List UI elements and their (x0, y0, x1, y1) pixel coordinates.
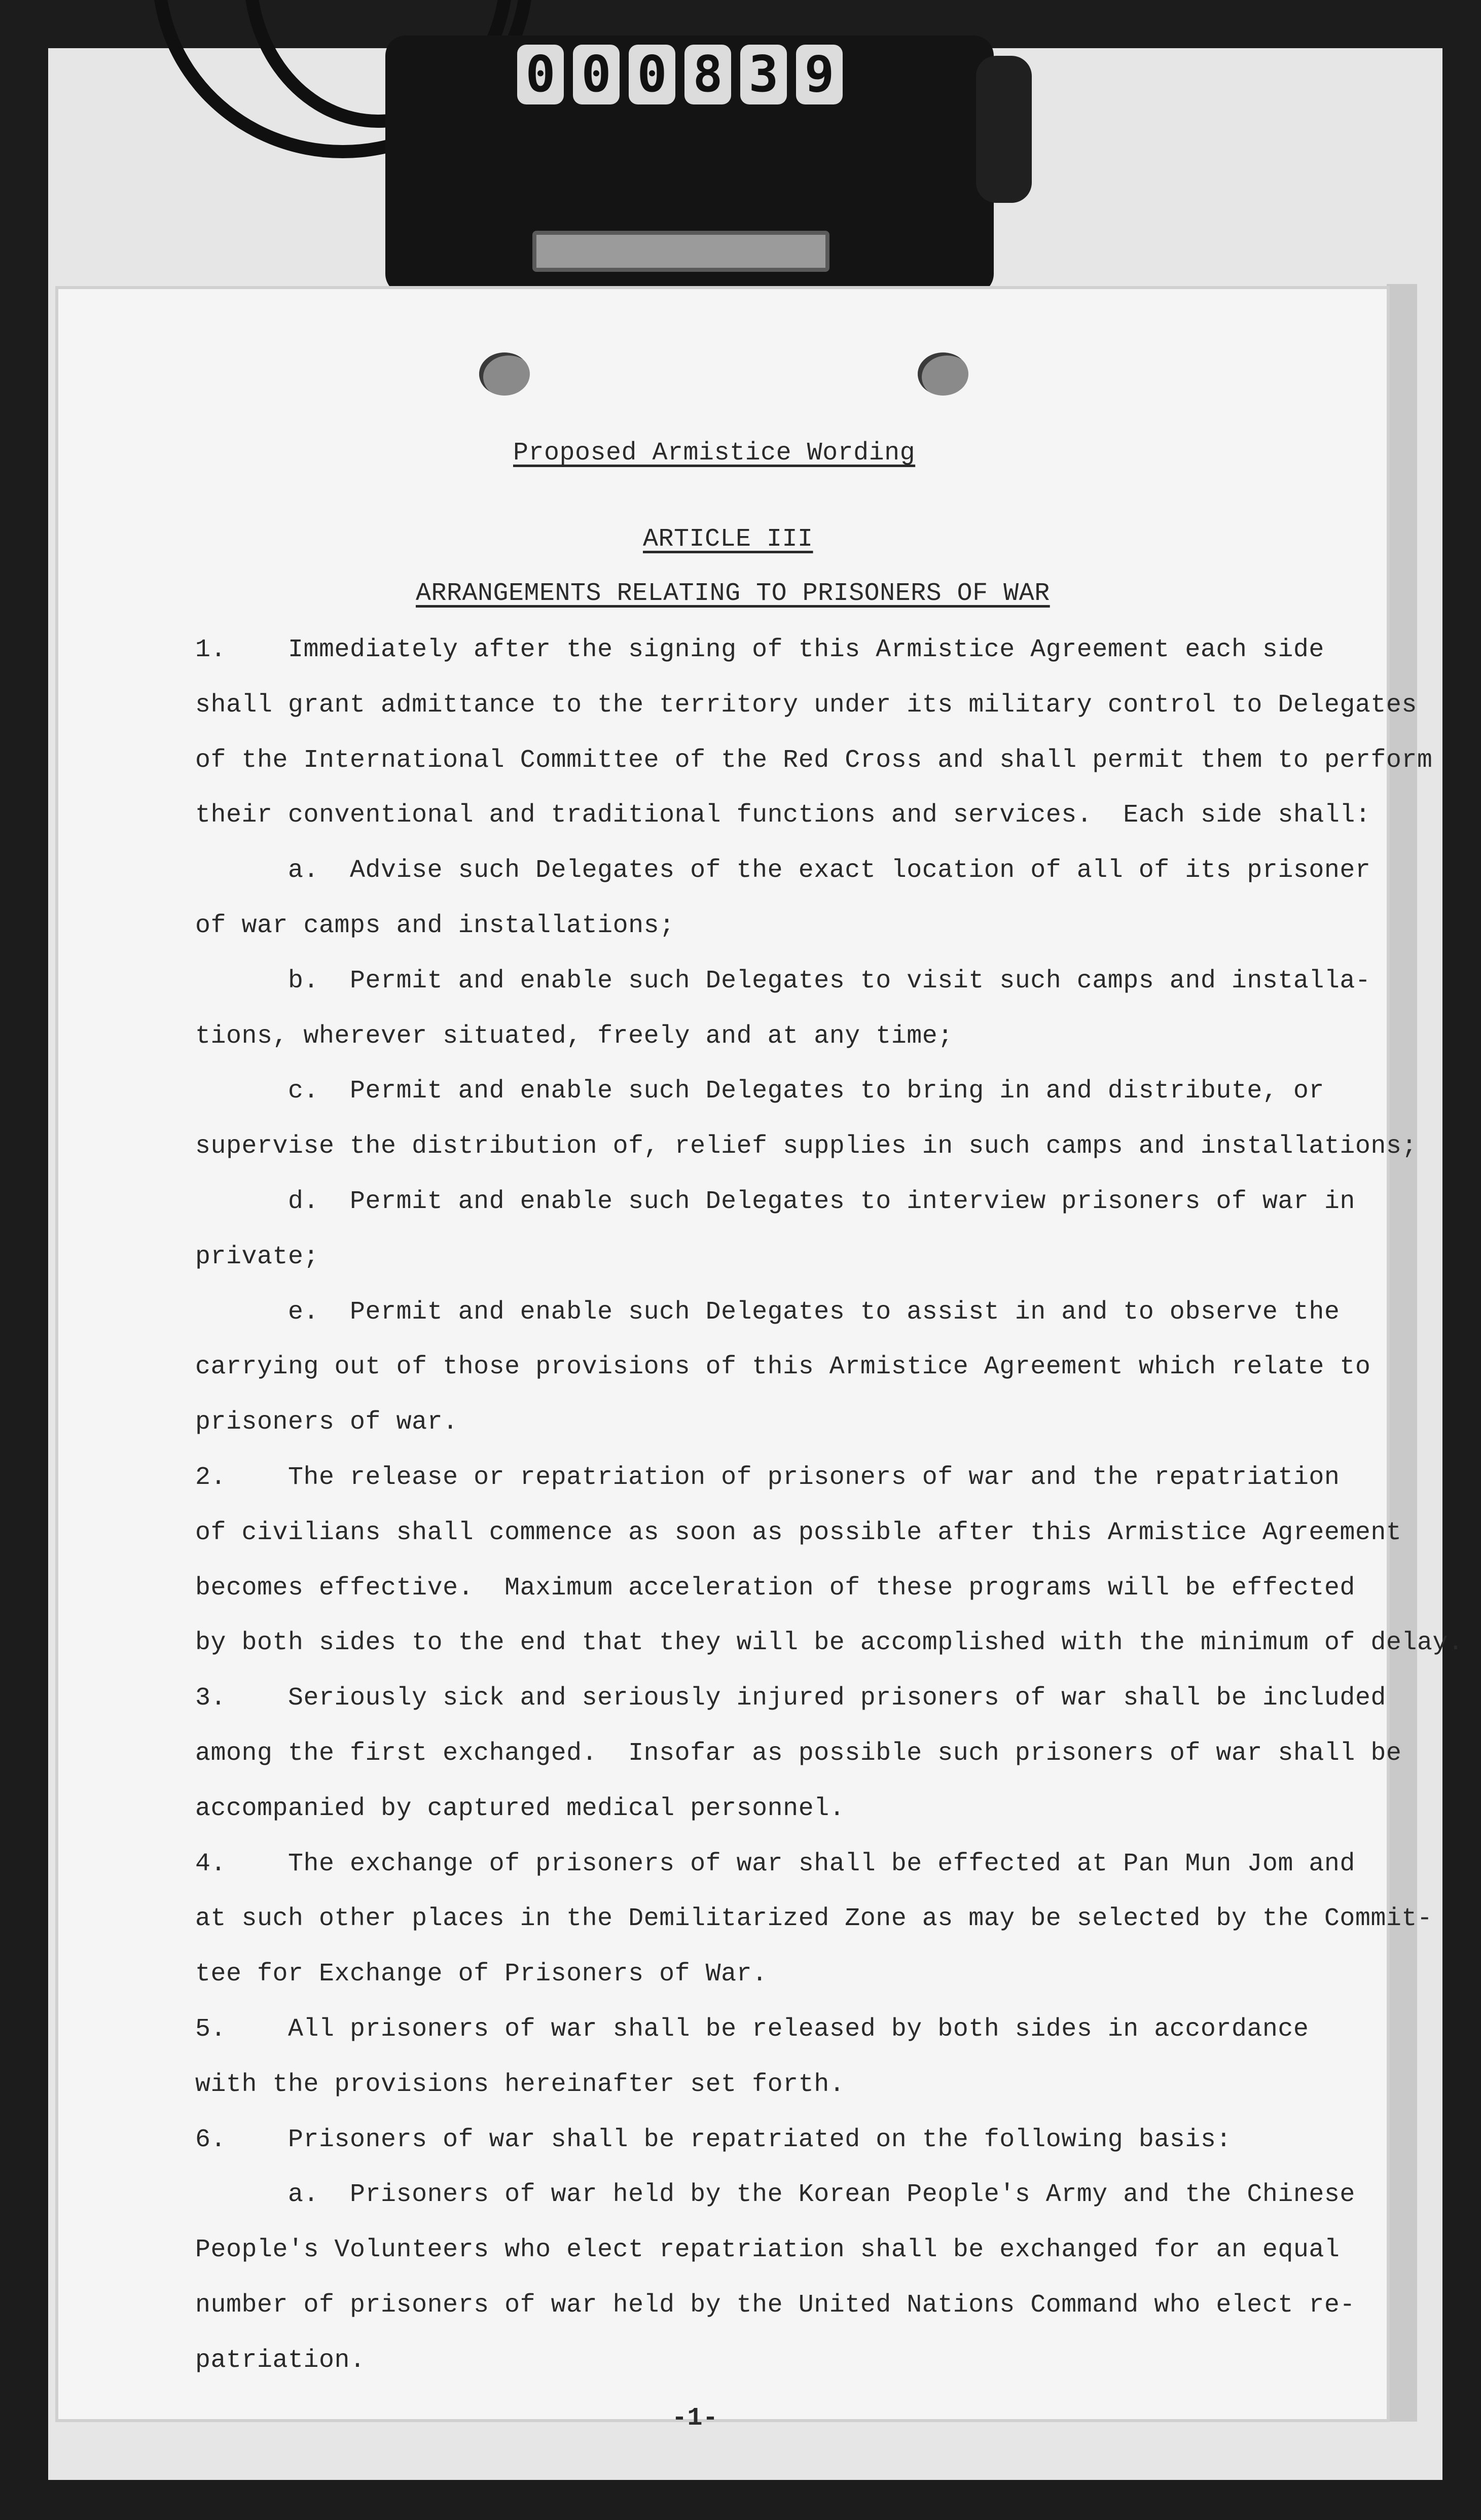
body-text-line: becomes effective. Maximum acceleration of these programs will be effected (195, 1574, 1355, 1603)
body-text-line: shall grant admittance to the territory under its military control to Delegates (195, 691, 1417, 720)
body-text-line: tee for Exchange of Prisoners of War. (195, 1960, 768, 1989)
counter-digit: 8 (684, 45, 731, 104)
punch-hole-left (479, 352, 530, 396)
body-text-line: a. Advise such Delegates of the exact location of all of its prisoner (195, 856, 1371, 885)
counter-digit: 0 (629, 45, 675, 104)
body-text-line: 5. All prisoners of war shall be released by both sides in accordance (195, 2015, 1309, 2044)
body-text-line: e. Permit and enable such Delegates to assist in and to observe the (195, 1298, 1340, 1327)
paper-edge (1387, 284, 1417, 2422)
article-heading: ARTICLE III (643, 525, 813, 554)
body-text-line: of civilians shall commence as soon as possible after this Armistice Agreement (195, 1518, 1402, 1547)
body-text-line: a. Prisoners of war held by the Korean People's Army and the Chinese (195, 2180, 1355, 2209)
body-text-line: People's Volunteers who elect repatriation shall be exchanged for an equal (195, 2235, 1340, 2264)
body-text-line: at such other places in the Demilitarized Zone as may be selected by the Commit- (195, 1904, 1433, 1933)
body-text-line: by both sides to the end that they will be accomplished with the minimum of delay. (195, 1628, 1464, 1657)
body-text-line: supervise the distribution of, relief supplies in such camps and installations; (195, 1132, 1417, 1161)
body-text-line: 3. Seriously sick and seriously injured prisoners of war shall be included (195, 1684, 1386, 1713)
body-text-line: number of prisoners of war held by the United Nations Command who elect re- (195, 2291, 1355, 2320)
body-text-line: 4. The exchange of prisoners of war shall be effected at Pan Mun Jom and (195, 1850, 1355, 1878)
body-text-line: c. Permit and enable such Delegates to bring in and distribute, or (195, 1077, 1324, 1106)
punch-hole-right (918, 352, 968, 396)
document-title: Proposed Armistice Wording (513, 439, 916, 468)
counter-knob (976, 56, 1032, 203)
section-subheading: ARRANGEMENTS RELATING TO PRISONERS OF WAR (416, 579, 1050, 608)
body-text-line: of the International Committee of the Red Cross and shall permit them to perform (195, 746, 1433, 775)
body-text-line: their conventional and traditional functions and services. Each side shall: (195, 801, 1371, 830)
body-text-line: accompanied by captured medical personnel. (195, 1794, 845, 1823)
frame-counter-display (517, 45, 843, 104)
counter-digit: 9 (796, 45, 843, 104)
page-number: -1- (672, 2404, 718, 2433)
body-text-line: 2. The release or repatriation of prisoners of war and the repatriation (195, 1463, 1340, 1492)
body-text-line: tions, wherever situated, freely and at any time; (195, 1022, 953, 1051)
body-text-line: d. Permit and enable such Delegates to interview prisoners of war in (195, 1187, 1355, 1216)
body-text-line: prisoners of war. (195, 1408, 458, 1437)
body-text-line: b. Permit and enable such Delegates to visit such camps and installa- (195, 967, 1371, 996)
body-text-line: among the first exchanged. Insofar as possible such prisoners of war shall be (195, 1739, 1402, 1768)
body-text-line: of war camps and installations; (195, 911, 675, 940)
counter-digit: 0 (573, 45, 620, 104)
body-text-line: 6. Prisoners of war shall be repatriated on the following basis: (195, 2125, 1232, 2154)
counter-digit: 0 (517, 45, 564, 104)
body-text-line: 1. Immediately after the signing of this Armistice Agreement each side (195, 635, 1324, 664)
body-text-line: patriation. (195, 2346, 366, 2375)
counter-slot (532, 231, 829, 272)
body-text-line: carrying out of those provisions of this Armistice Agreement which relate to (195, 1353, 1371, 1381)
counter-digit: 3 (740, 45, 787, 104)
body-text-line: private; (195, 1243, 319, 1271)
body-text-line: with the provisions hereinafter set forth. (195, 2070, 845, 2099)
